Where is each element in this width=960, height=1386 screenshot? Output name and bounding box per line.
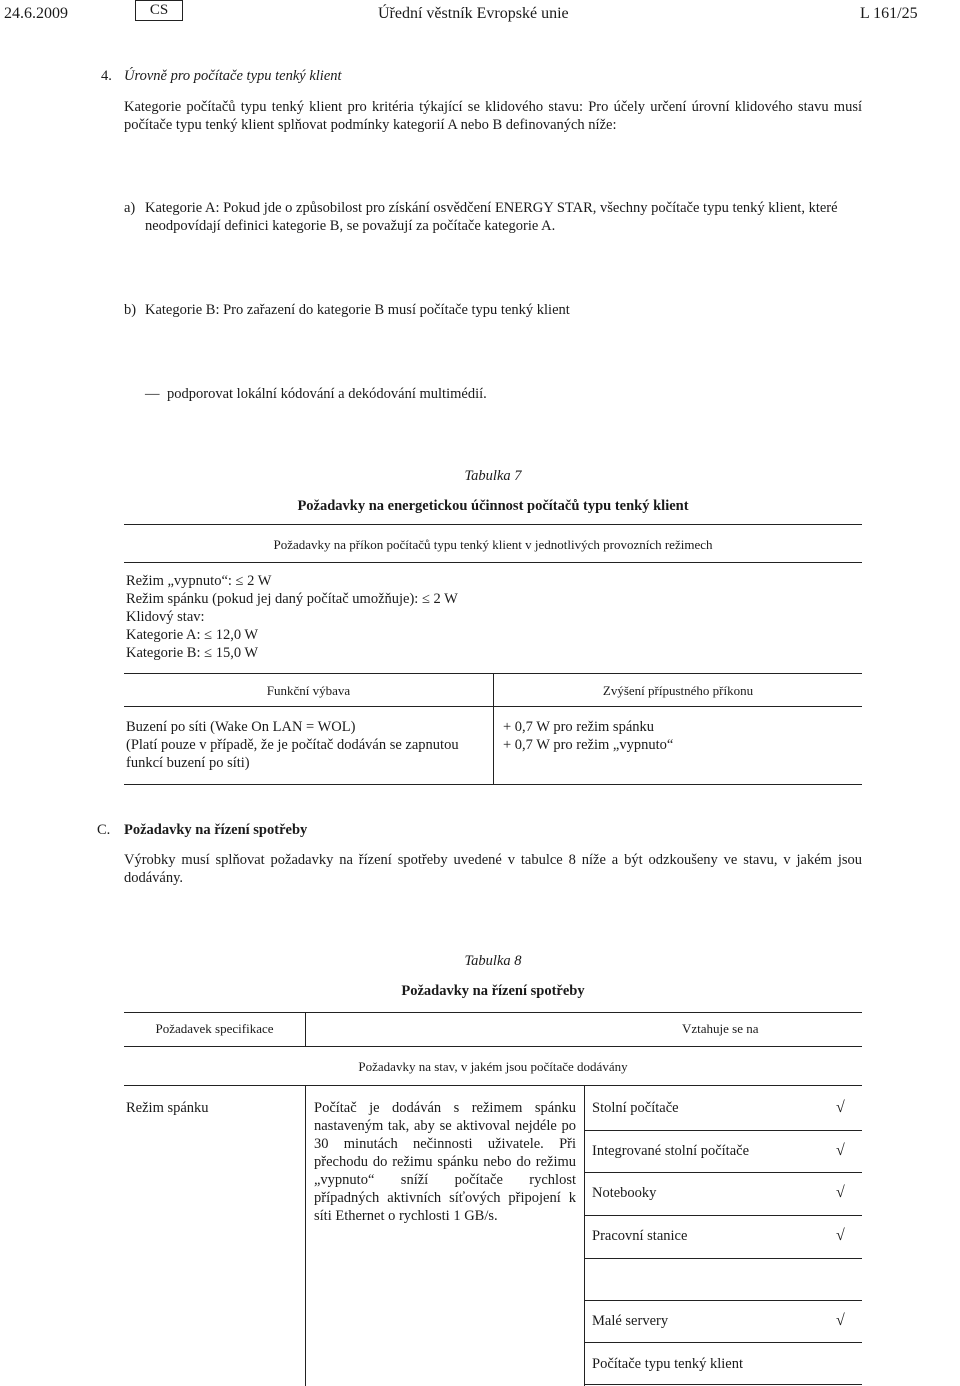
applies-item-label: Malé servery — [592, 1313, 669, 1329]
feature-line: Buzení po síti (Wake On LAN = WOL) — [126, 719, 356, 735]
increase-line: + 0,7 W pro režim „vypnuto“ — [503, 737, 674, 753]
applies-row-rule — [584, 1215, 862, 1216]
table-7-header-rule — [124, 706, 862, 707]
header-date: 24.6.2009 — [4, 5, 68, 22]
table-7-requirements — [126, 572, 458, 662]
item-a-text: Kategorie A: Pokud jde o způsobilost pro získání osvědčení ENERGY STAR, všechny počítače typu tenký klient, které neodpovídají definici kategorie B, se považují za počítače kategorie A. — [145, 200, 838, 234]
check-icon: √ — [836, 1227, 845, 1244]
applies-item-label: Notebooky — [592, 1185, 657, 1201]
table-8-col-applies-header: Vztahuje se na — [682, 1021, 759, 1036]
table-8-description: Počítač je dodáván s režimem spánku nastaveným tak, aby se aktivoval nejdéle po 30 minutách nečinnosti uživatele. Při přechodu do režimu spánku nebo do režimu „vypnuto“ sníží počítače rychlost případných aktivních síťových připojení k síti Ethernet o rychlosti 1 GB/s. — [314, 1100, 576, 1224]
table-7-increase-cell — [503, 718, 673, 754]
section-4-number: 4. — [101, 68, 112, 84]
requirement-line: Kategorie B: ≤ 15,0 W — [126, 645, 259, 661]
section-c-label: C. — [97, 822, 111, 838]
check-icon: √ — [836, 1099, 845, 1116]
item-b-text: Kategorie B: Pro zařazení do kategorie B musí počítače typu tenký klient — [145, 302, 570, 318]
applies-row-rule — [584, 1258, 862, 1259]
feature-line: (Platí pouze v případě, že je počítač dodáván se zapnutou — [126, 737, 459, 753]
table-7-bottom-rule — [124, 784, 862, 785]
applies-row-rule — [584, 1130, 862, 1131]
applies-row-rule — [584, 1300, 862, 1301]
check-icon: √ — [836, 1184, 845, 1201]
table-7-col-increase-header: Zvýšení přípustného příkonu — [602, 683, 754, 698]
requirement-line: Režim spánku (pokud jej daný počítač umožňuje): ≤ 2 W — [126, 591, 458, 607]
requirement-line: Kategorie A: ≤ 12,0 W — [126, 627, 259, 643]
section-4-intro: Kategorie počítačů typu tenký klient pro kritéria týkající se klidového stavu: Pro účely určení úrovní klidového stavu musí počítače typu tenký klient splňovat podmínky kategorií A nebo B definovaných níže: — [124, 99, 862, 133]
section-c-title: Požadavky na řízení spotřeby — [124, 822, 308, 838]
table-8-subheader: Požadavky na stav, v jakém jsou počítače dodávány — [358, 1059, 628, 1074]
table-8-top-rule — [124, 1012, 862, 1013]
section-4-title: Úrovně pro počítače typu tenký klient — [124, 68, 342, 84]
table-8-subheader-rule — [124, 1085, 862, 1086]
table-7-feature-cell — [126, 718, 459, 772]
table-7-title: Požadavky na energetickou účinnost počítačů typu tenký klient — [297, 498, 689, 514]
increase-line: + 0,7 W pro režim spánku — [503, 719, 655, 735]
check-icon: √ — [836, 1312, 845, 1329]
applies-item-label: Počítače typu tenký klient — [592, 1356, 744, 1372]
table-8-divider-1 — [305, 1085, 306, 1386]
applies-item-label: Stolní počítače — [592, 1100, 679, 1116]
applies-row-rule — [584, 1384, 862, 1385]
table-8-caption: Tabulka 8 — [464, 953, 522, 969]
table-8-header-divider — [305, 1012, 306, 1046]
check-icon: √ — [836, 1142, 845, 1159]
applies-item-label: Integrované stolní počítače — [592, 1143, 750, 1159]
table-7-top-rule — [124, 524, 862, 525]
applies-row-rule — [584, 1172, 862, 1173]
applies-row-rule — [584, 1342, 862, 1343]
language-badge: CS — [135, 0, 183, 21]
feature-line: funkcí buzení po síti) — [126, 755, 250, 771]
table-8-row-label: Režim spánku — [126, 1100, 209, 1116]
table-7-subheader: Požadavky na příkon počítačů typu tenký klient v jednotlivých provozních režimech — [273, 537, 713, 552]
requirement-line: Režim „vypnuto“: ≤ 2 W — [126, 573, 272, 589]
item-b-label: b) — [124, 302, 137, 318]
table-7-col-feature-header: Funkční výbava — [266, 683, 351, 698]
page-reference: L 161/25 — [860, 5, 918, 22]
table-8-header-rule — [124, 1046, 862, 1047]
applies-item-label: Pracovní stanice — [592, 1228, 688, 1244]
table-7-subheader-rule — [124, 562, 862, 563]
table-7-caption: Tabulka 7 — [464, 468, 522, 484]
requirement-line: Klidový stav: — [126, 609, 205, 625]
section-c-text: Výrobky musí splňovat požadavky na řízení spotřeby uvedené v tabulce 8 níže a být odzkoušeny ve stavu, v jakém jsou dodávány. — [124, 852, 862, 886]
journal-title: Úřední věstník Evropské unie — [378, 5, 569, 22]
table-8-title: Požadavky na řízení spotřeby — [401, 983, 585, 999]
item-a-label: a) — [124, 200, 136, 216]
dash-marker: — — [145, 386, 160, 402]
dash-item-text: podporovat lokální kódování a dekódování multimédií. — [167, 386, 487, 402]
table-8-col-spec-header: Požadavek specifikace — [155, 1021, 274, 1036]
